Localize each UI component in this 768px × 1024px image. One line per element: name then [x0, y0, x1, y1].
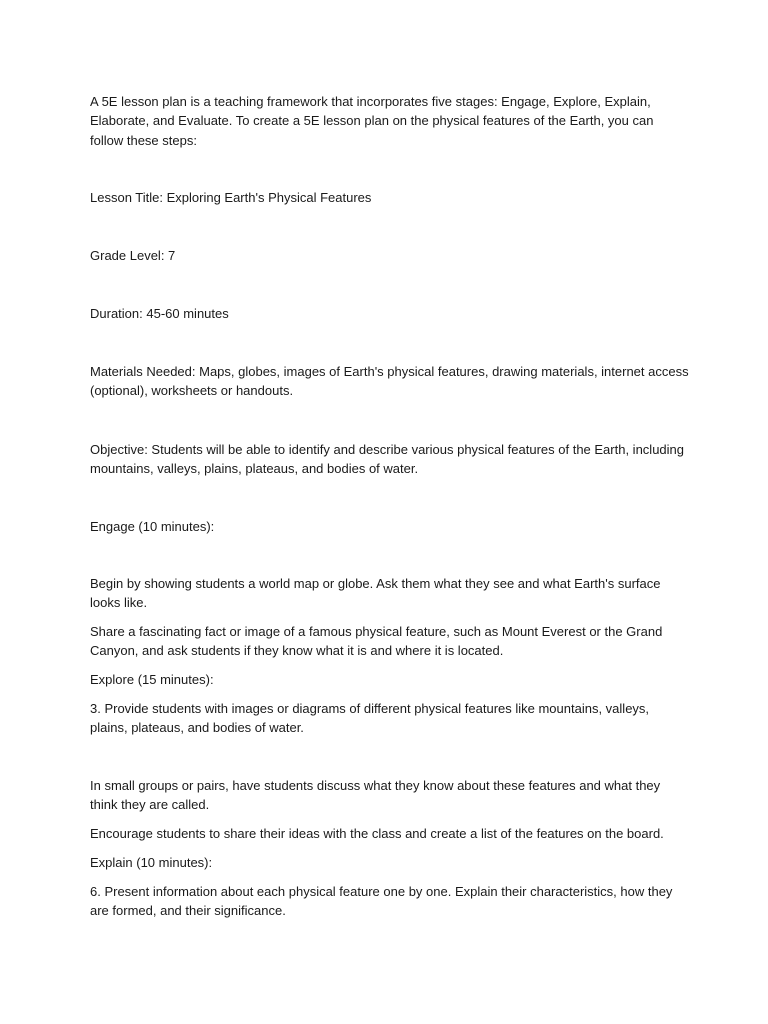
engage-step-2: Share a fascinating fact or image of a famous physical feature, such as Mount Everest or the Grand Canyon, and ask students if they know what it is and where it is located.: [90, 624, 663, 659]
duration: Duration: 45-60 minutes: [90, 306, 229, 321]
engage-heading: Engage (10 minutes):: [90, 519, 215, 534]
explore-step-5: Encourage students to share their ideas with the class and create a list of the features on the board.: [90, 826, 664, 841]
explore-heading: Explore (15 minutes):: [90, 672, 214, 687]
explore-step-4: In small groups or pairs, have students discuss what they know about these features and what they think they are called.: [90, 778, 661, 813]
grade-level: Grade Level: 7: [90, 248, 176, 263]
lesson-title: Lesson Title: Exploring Earth's Physical Features: [90, 190, 372, 205]
materials-needed: Materials Needed: Maps, globes, images of Earth's physical features, drawing materials, internet access (optional), worksheets or handouts.: [90, 364, 689, 399]
explain-step-6: 6. Present information about each physical feature one by one. Explain their characteristics, how they are formed, and their significance.: [90, 884, 673, 919]
engage-step-1: Begin by showing students a world map or globe. Ask them what they see and what Earth's surface looks like.: [90, 576, 661, 611]
explore-step-3: 3. Provide students with images or diagrams of different physical features like mountains, valleys, plains, plateaus, and bodies of water.: [90, 701, 650, 736]
objective: Objective: Students will be able to identify and describe various physical features of the Earth, including mountains, valleys, plains, plateaus, and bodies of water.: [90, 442, 685, 477]
intro-paragraph: A 5E lesson plan is a teaching framework that incorporates five stages: Engage, Explore, Explain, Elaborate, and Evaluate. To create a 5E lesson plan on the physical features of the Earth, you can follow these steps:: [90, 94, 654, 148]
explain-heading: Explain (10 minutes):: [90, 855, 213, 870]
